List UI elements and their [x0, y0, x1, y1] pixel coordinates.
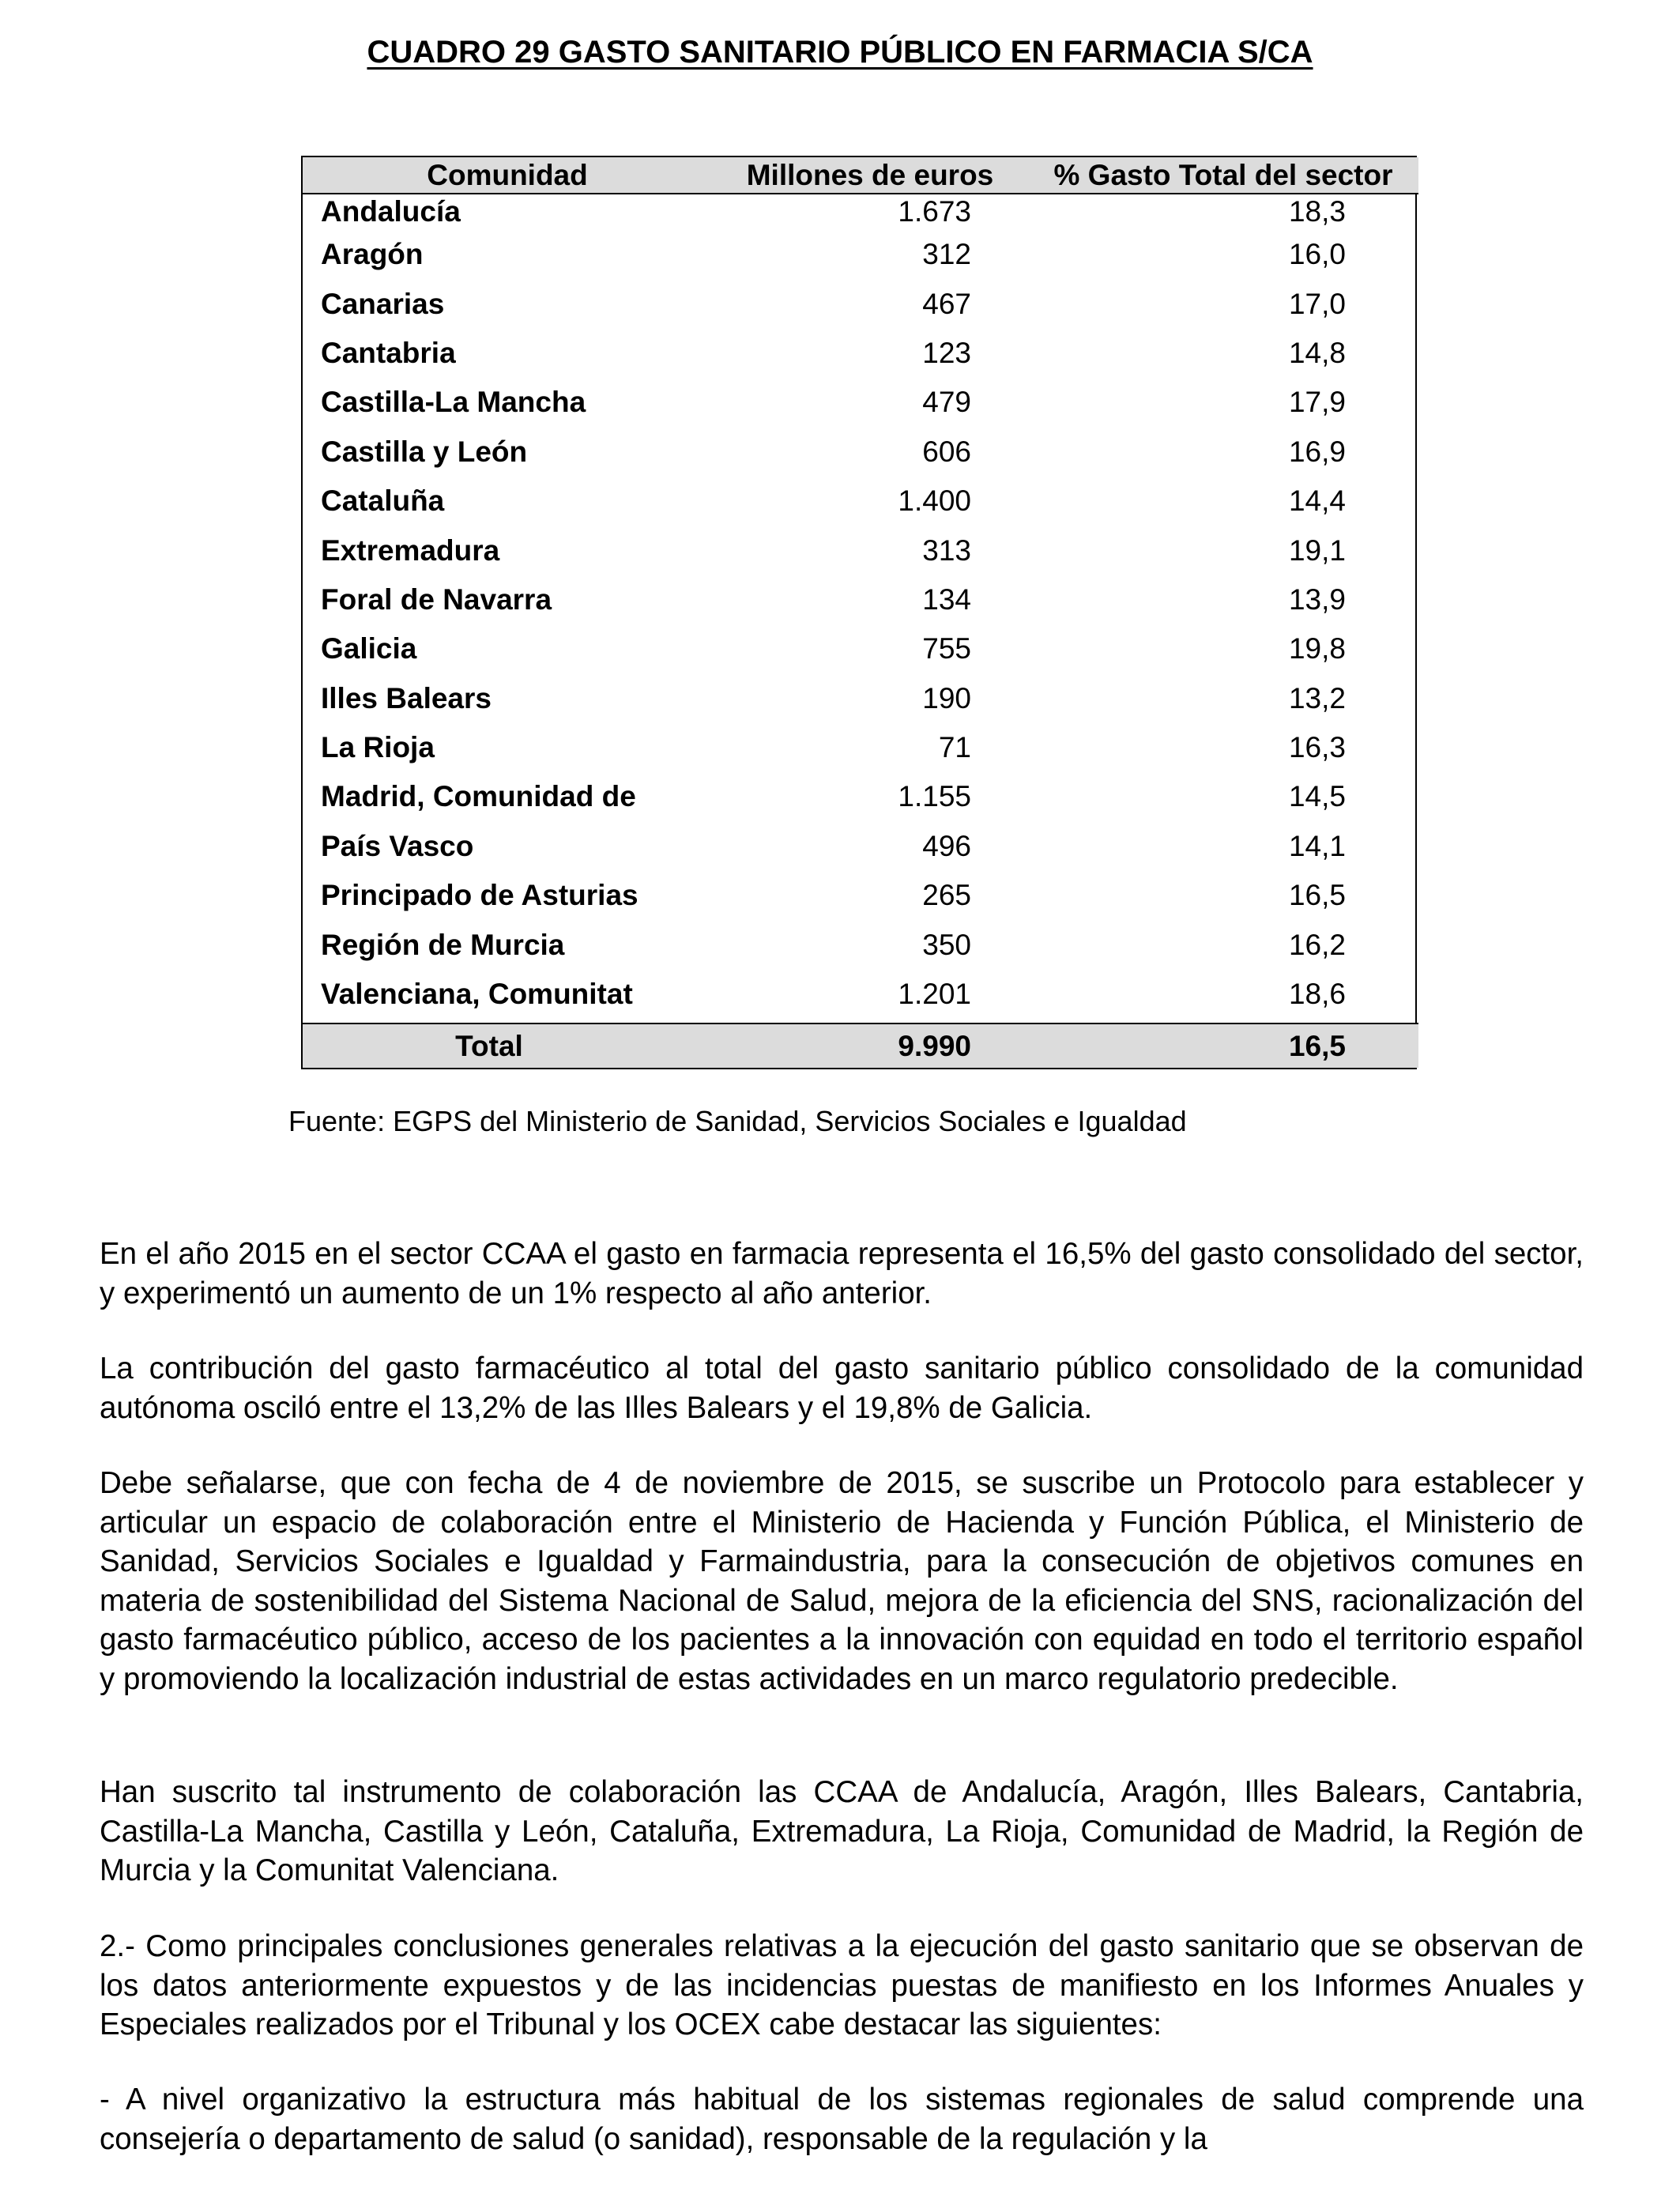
table-row [303, 477, 1418, 526]
percentage-cell: 16,9 [1288, 435, 1346, 468]
millones-cell: 123 [922, 336, 971, 369]
region-name-cell: Cataluña [321, 484, 445, 518]
percentage-cell: 16,5 [1288, 879, 1346, 912]
paragraph-3: Debe señalarse, que con fecha de 4 de noviembre de 2015, se suscribe un Protocolo para establecer y articular un espacio de colaboración entre el Ministerio de Hacienda y Función Pública, el Ministerio de Sanidad, Servicios Sociales e Igualdad y Farmaindustria, para la consecución de objetivos comunes en materia de sostenibilidad del Sistema Nacional de Salud, mejora de la eficiencia del SNS, racionalización del gasto farmacéutico público, acceso de los pacientes a la innovación con equidad en todo el territorio español y promoviendo la localización industrial de estas actividades en un marco regulatorio predecible. [100, 1466, 1584, 1696]
region-name-cell: Illes Balears [321, 681, 492, 714]
total-label-cell: Total [455, 1029, 523, 1062]
region-name-cell: Galicia [321, 632, 417, 665]
region-name-cell: Andalucía [321, 195, 461, 228]
table-row [303, 194, 1418, 230]
millones-cell: 1.673 [898, 195, 971, 228]
percentage-cell: 18,3 [1288, 195, 1346, 228]
total-millones-cell: 9.990 [898, 1029, 971, 1062]
percentage-cell: 14,4 [1288, 484, 1346, 518]
pharmacy-spending-table [301, 156, 1417, 1069]
table-row [303, 428, 1418, 477]
table-body [303, 194, 1418, 1068]
paragraph-6: - A nivel organizativo la estructura más habitual de los sistemas regionales de salud comprende una consejería o departamento de salud (o sanidad), responsable de la regulación y la [100, 2083, 1584, 2156]
percentage-cell: 14,8 [1288, 336, 1346, 369]
millones-cell: 1.155 [898, 780, 971, 813]
header-millones: Millones de euros [746, 159, 994, 191]
percentage-cell: 16,0 [1288, 238, 1346, 271]
data-table [303, 157, 1418, 1068]
region-name-cell: Cantabria [321, 336, 456, 369]
millones-cell: 350 [922, 928, 971, 961]
table-total-row [303, 1023, 1418, 1068]
table-row [303, 920, 1418, 969]
region-name-cell: Castilla-La Mancha [321, 386, 586, 419]
table-row [303, 970, 1418, 1019]
paragraph-2: La contribución del gasto farmacéutico al total del gasto sanitario público consolidado de la comunidad autónoma osciló entre el 13,2% de las Illes Balears y el 19,8% de Galicia. [100, 1351, 1584, 1425]
region-name-cell: Madrid, Comunidad de [321, 780, 636, 813]
region-name-cell: La Rioja [321, 731, 435, 764]
percentage-cell: 17,0 [1288, 287, 1346, 320]
region-name-cell: Principado de Asturias [321, 879, 638, 912]
paragraph-1: En el año 2015 en el sector CCAA el gasto en farmacia representa el 16,5% del gasto consolidado del sector, y experimentó un aumento de un 1% respecto al año anterior. [100, 1237, 1584, 1310]
percentage-cell: 19,1 [1288, 533, 1346, 567]
table-row [303, 723, 1418, 772]
percentage-cell: 13,2 [1288, 681, 1346, 714]
millones-cell: 755 [922, 632, 971, 665]
region-name-cell: Castilla y León [321, 435, 528, 468]
table-row [303, 526, 1418, 575]
percentage-cell: 16,3 [1288, 731, 1346, 764]
table-row [303, 674, 1418, 723]
percentage-cell: 17,9 [1288, 386, 1346, 419]
table-row [303, 772, 1418, 821]
millones-cell: 1.201 [898, 978, 971, 1011]
millones-cell: 479 [922, 386, 971, 419]
table-row [303, 575, 1418, 624]
table-row [303, 822, 1418, 871]
region-name-cell: Canarias [321, 287, 445, 320]
millones-cell: 1.400 [898, 484, 971, 518]
table-row [303, 279, 1418, 328]
percentage-cell: 14,5 [1288, 780, 1346, 813]
percentage-cell: 16,2 [1288, 928, 1346, 961]
region-name-cell: Región de Murcia [321, 928, 565, 961]
region-name-cell: País Vasco [321, 829, 474, 862]
document-title: CUADRO 29 GASTO SANITARIO PÚBLICO EN FARMACIA S/CA [367, 35, 1313, 70]
percentage-cell: 19,8 [1288, 632, 1346, 665]
table-row [303, 624, 1418, 673]
table-header-row [303, 157, 1418, 194]
percentage-cell: 18,6 [1288, 978, 1346, 1011]
region-name-cell: Foral de Navarra [321, 582, 552, 616]
percentage-cell: 14,1 [1288, 829, 1346, 862]
millones-cell: 190 [922, 681, 971, 714]
table-row [303, 230, 1418, 279]
paragraph-4: Han suscrito tal instrumento de colaboración las CCAA de Andalucía, Aragón, Illes Balears, Cantabria, Castilla-La Mancha, Castilla y León, Cataluña, Extremadura, La Rioja, Comunidad de Madrid, la Región de Murcia y la Comunitat Valenciana. [100, 1775, 1584, 1887]
millones-cell: 313 [922, 533, 971, 567]
region-name-cell: Valenciana, Comunitat [321, 978, 633, 1011]
millones-cell: 71 [938, 731, 971, 764]
table-row [303, 378, 1418, 427]
table-row [303, 871, 1418, 920]
millones-cell: 134 [922, 582, 971, 616]
table-row [303, 329, 1418, 378]
millones-cell: 312 [922, 238, 971, 271]
source-note: Fuente: EGPS del Ministerio de Sanidad, Servicios Sociales e Igualdad [288, 1105, 1187, 1137]
percentage-cell: 13,9 [1288, 582, 1346, 616]
millones-cell: 467 [922, 287, 971, 320]
header-porcentaje: % Gasto Total del sector [1053, 159, 1393, 191]
millones-cell: 606 [922, 435, 971, 468]
header-comunidad: Comunidad [427, 159, 588, 191]
total-percentage-cell: 16,5 [1288, 1029, 1346, 1062]
millones-cell: 496 [922, 829, 971, 862]
millones-cell: 265 [922, 879, 971, 912]
region-name-cell: Aragón [321, 238, 424, 271]
region-name-cell: Extremadura [321, 533, 500, 567]
paragraph-5: 2.- Como principales conclusiones generales relativas a la ejecución del gasto sanitario que se observan de los datos anteriormente expuestos y de las incidencias puestas de manifiesto en los Informes Anuales y Especiales realizados por el Tribunal y los OCEX cabe destacar las siguientes: [100, 1929, 1584, 2041]
